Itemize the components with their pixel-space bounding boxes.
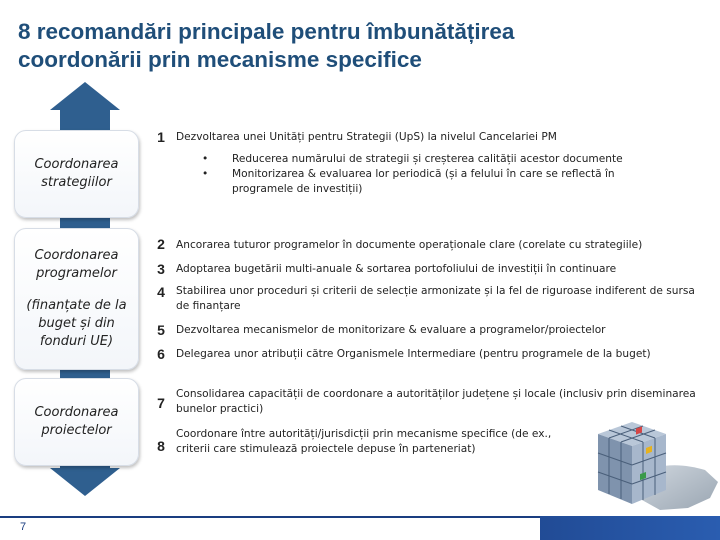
recommendation-text: Dezvoltarea mecanismelor de monitorizare & evaluare a programelor/proiectelor <box>176 324 606 336</box>
box-strategic-label: Coordonarea strategiilor <box>34 157 119 190</box>
recommendation-text: Coordonare între autorități/jurisdicții prin mecanisme specifice (de ex., criterii care stimulează proiectele depuse în parteneriat) <box>176 428 552 455</box>
sub-bullet-item: • Monitorizarea & evaluarea lor periodică (și a felului în care se reflectă în programele de investiții) <box>198 167 678 197</box>
page-number: 7 <box>20 521 27 533</box>
box-strategic-coordination <box>14 130 139 218</box>
box-projects-label: Coordonarea proiectelor <box>34 405 119 438</box>
arrow-up-icon <box>50 82 120 110</box>
recommendation-text: Adoptarea bugetării multi-anuale & sortarea portofoliului de investiții în continuare <box>176 263 617 275</box>
recommendation-text: Dezvoltarea unei Unități pentru Strategii (UpS) la nivelul Cancelariei PM <box>176 131 557 143</box>
recommendation-text: Stabilirea unor proceduri și criterii de selecție armonizate și la fel de riguroase indiferent de sursa de finanțare <box>176 285 695 312</box>
puzzle-cube-image <box>580 412 720 516</box>
recommendation-number: 5 <box>157 322 165 338</box>
recommendation-text: Ancorarea tuturor programelor în documente operaționale clare (corelate cu strategiile) <box>176 239 643 251</box>
footer-left-panel <box>0 516 540 540</box>
recommendation-number: 6 <box>157 346 165 362</box>
box-program-coordination <box>14 228 139 370</box>
recommendation-number: 8 <box>157 438 165 454</box>
recommendation-number: 2 <box>157 236 165 252</box>
recommendation-number: 4 <box>157 284 165 300</box>
box-programs-label: Coordonarea programelor <box>34 248 119 281</box>
box-programs-sublabel: (finanțate de la buget și din fonduri UE) <box>26 298 127 349</box>
recommendation-text: Consolidarea capacității de coordonare a autorităților județene și locale (inclusiv prin diseminarea bunelor practici) <box>176 388 696 415</box>
recommendation-number: 1 <box>157 129 165 145</box>
cube-icon <box>598 422 666 504</box>
box-project-coordination <box>14 378 139 466</box>
title-line-2: coordonării prin mecanisme specifice <box>18 47 422 72</box>
sub-bullet-item: • Reducerea numărului de strategii și creșterea calității acestor documente <box>198 152 678 167</box>
title-line-1: 8 recomandări principale pentru îmbunătățirea <box>18 19 515 44</box>
recommendation-number: 7 <box>157 395 165 411</box>
page-title <box>18 18 678 74</box>
sub-bullet-list <box>198 152 678 197</box>
recommendation-number: 3 <box>157 261 165 277</box>
recommendation-text: Delegarea unor atribuții către Organismele Intermediare (pentru programele de la buget) <box>176 348 651 360</box>
arrow-down-icon <box>50 468 120 496</box>
